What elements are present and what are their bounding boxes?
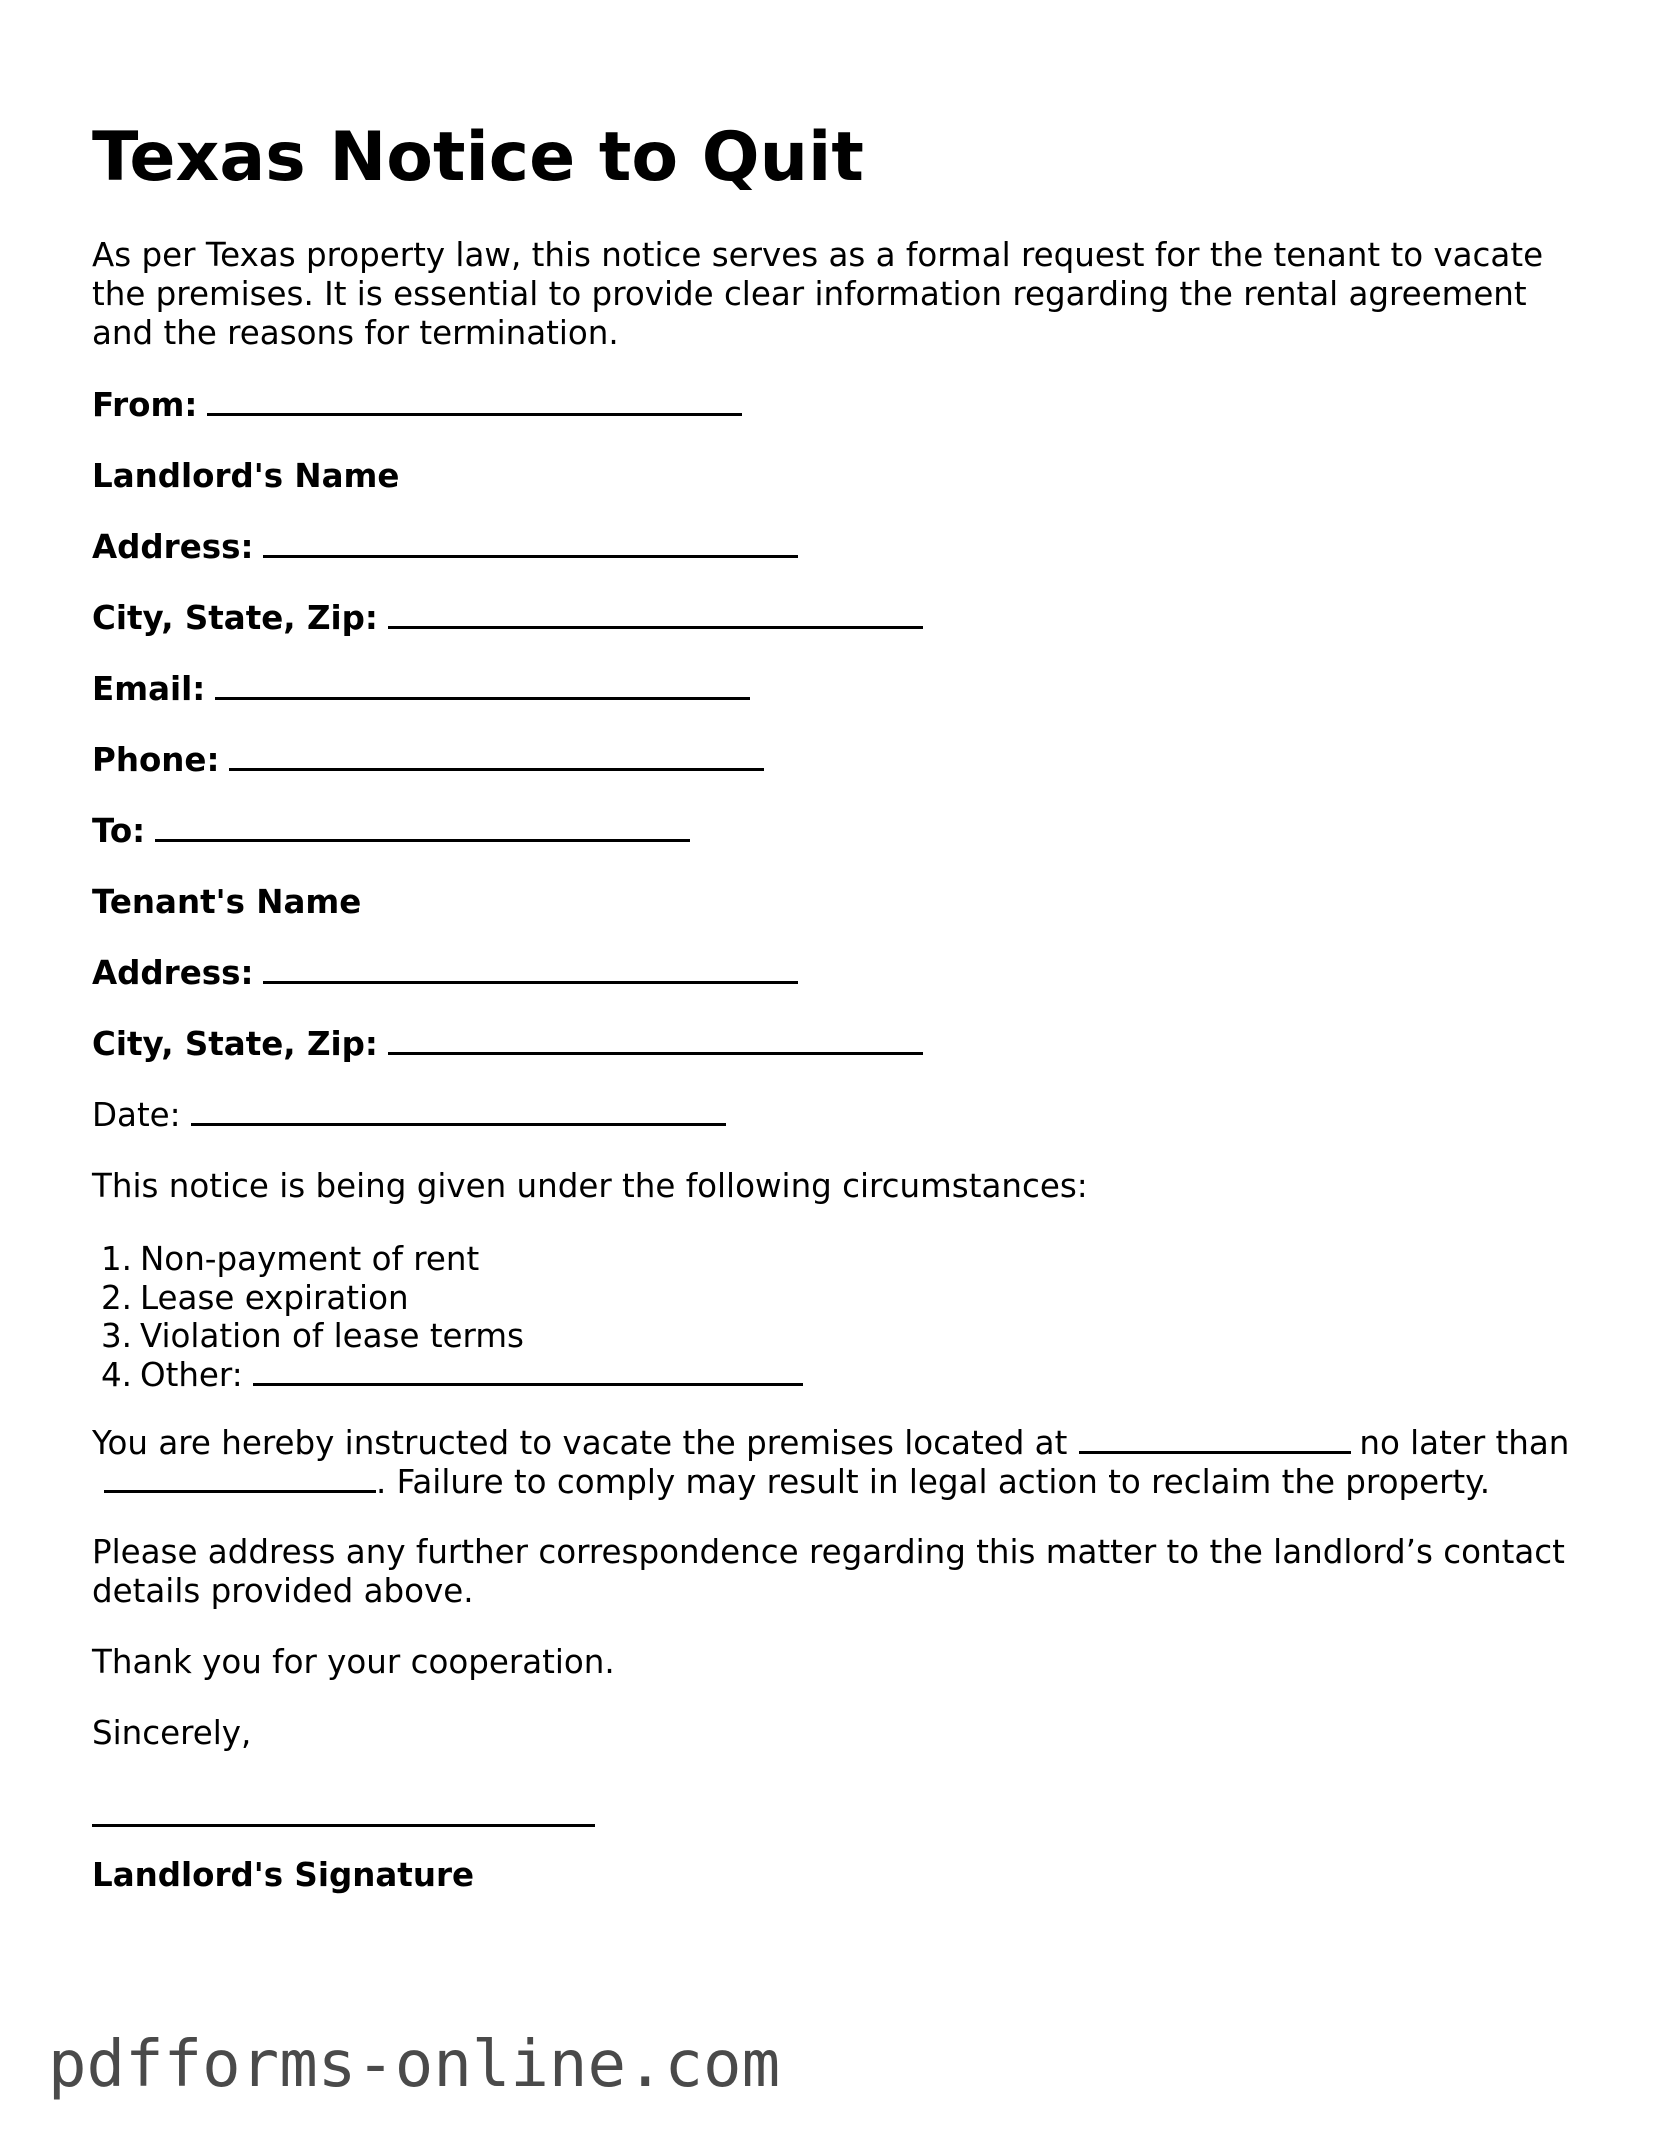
- circumstances-intro: This notice is being given under the following circumstances:: [92, 1167, 1088, 1205]
- thanks-text: Thank you for your cooperation.: [92, 1643, 615, 1681]
- correspondence-paragraph: Please address any further correspondence regarding this matter to the landlord’s contact details provided above.: [92, 1533, 1565, 1610]
- landlord-city-blank[interactable]: [388, 600, 923, 629]
- to-field: [92, 812, 690, 851]
- tenant-city-field: [92, 1025, 923, 1064]
- signature-line[interactable]: [92, 1824, 595, 1827]
- watermark: pdfforms-online.com: [48, 2028, 781, 2102]
- tenant-city-label: City, State, Zip:: [92, 1025, 378, 1063]
- date-field: [92, 1096, 726, 1135]
- landlord-address-field: [92, 528, 798, 567]
- from-blank[interactable]: [207, 387, 742, 416]
- landlord-email-label: Email:: [92, 670, 206, 708]
- landlord-city-field: [92, 599, 923, 638]
- landlord-name-label: Landlord's Name: [92, 457, 400, 495]
- circumstances-list: [92, 1240, 803, 1394]
- tenant-city-blank[interactable]: [388, 1026, 923, 1055]
- from-field: [92, 386, 742, 425]
- document-title: Texas Notice to Quit: [92, 118, 864, 197]
- landlord-email-field: [92, 670, 750, 709]
- to-blank[interactable]: [155, 813, 690, 842]
- other-reason-blank[interactable]: [253, 1357, 803, 1386]
- tenant-address-blank[interactable]: [263, 955, 798, 984]
- landlord-phone-field: [92, 741, 764, 780]
- date-label: Date:: [92, 1096, 181, 1134]
- date-blank[interactable]: [191, 1097, 726, 1126]
- vacate-paragraph: You are hereby instructed to vacate the premises located at no later than. Failure to comply may result in legal action to reclaim the property.: [92, 1424, 1570, 1501]
- intro-paragraph: As per Texas property law, this notice serves as a formal request for the tenant to vacate the premises. It is essential to provide clear information regarding the rental agreement and the reasons for termination.: [92, 236, 1544, 352]
- list-item: 1. Non-payment of rent: [100, 1240, 480, 1278]
- closing-text: Sincerely,: [92, 1714, 252, 1752]
- premises-blank[interactable]: [1079, 1425, 1351, 1454]
- list-item: 3. Violation of lease terms: [100, 1317, 524, 1355]
- landlord-phone-blank[interactable]: [229, 742, 764, 771]
- deadline-blank[interactable]: [104, 1464, 376, 1493]
- from-label: From:: [92, 386, 198, 424]
- signature-label: Landlord's Signature: [92, 1856, 475, 1894]
- list-item: 2. Lease expiration: [100, 1278, 409, 1317]
- landlord-phone-label: Phone:: [92, 741, 220, 779]
- landlord-address-blank[interactable]: [263, 529, 798, 558]
- landlord-email-blank[interactable]: [215, 671, 750, 700]
- tenant-address-field: [92, 954, 798, 993]
- list-item: 4. Other:: [92, 1356, 803, 1395]
- landlord-city-label: City, State, Zip:: [92, 599, 378, 637]
- tenant-name-label: Tenant's Name: [92, 883, 362, 921]
- to-label: To:: [92, 812, 146, 850]
- tenant-address-label: Address:: [92, 954, 254, 992]
- landlord-address-label: Address:: [92, 528, 254, 566]
